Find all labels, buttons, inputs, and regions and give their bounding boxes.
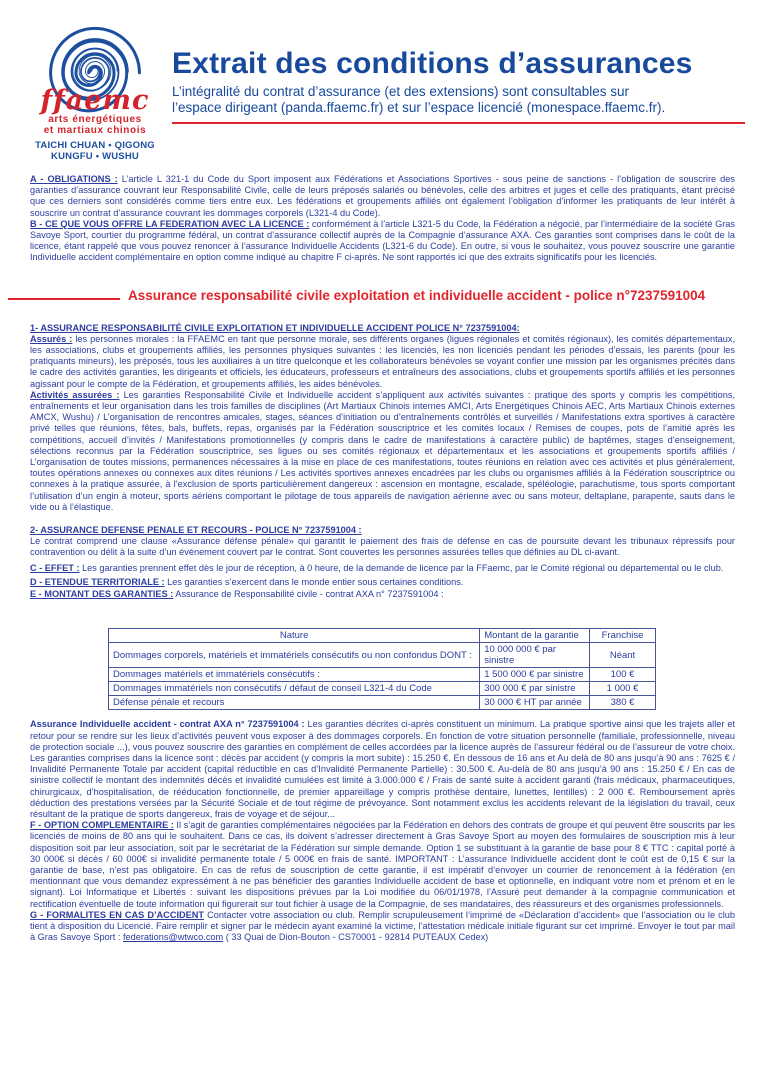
paragraph-obligations-text: L’article L 321-1 du Code du Sport imposent aux Fédérations et Associations Sportives - sous peine de sanctions - l’obligation de souscrire des garanties d’assurance couvrant leur Responsabilité Civile, celle de leurs préposés salariés ou bénévoles, celle des arbitres et juges et celle des pratiquants, étant précisé que ces derniers sont considérés comme tiers entre eux. Les fédérations et groupements affiliés ont également l’obligation d’informer les pratiquants de leur intérêt à souscrire un contrat d’assurance couvrant les dommages corporels (L321-4 du Code). [30,174,735,218]
table-header-nature: Nature [109,629,480,643]
paragraph-etendue [30,577,735,588]
paragraph-effet-lead: C - EFFET : [30,562,80,573]
paragraph-assures-lead: Assurés : [30,333,73,344]
paragraph-activites [30,390,735,513]
paragraph-licence-offre [30,219,735,264]
paragraph-obligations [30,174,735,219]
logo-disciplines-line2: KUNGFU • WUSHU [51,151,139,162]
paragraph-assures [30,334,735,390]
paragraph-effet [30,563,735,574]
document-header [0,0,763,162]
logo-disciplines-line1: TAICHI CHUAN • QIGONG [35,140,155,151]
table-cell-montant: 30 000 € HT par année [480,696,590,710]
table-cell-nature: Dommages corporels, matériels et immatériels consécutifs ou non confondus DONT : [109,643,480,668]
paragraph-licence-offre-text: conformément à l’article L321-5 du Code, la Fédération a négocié, par l’intermédiaire de la société Gras Savoye Sport, courtier du programme fédéral, un contrat d’assurance collectif auprès de la Compagnie d’assurance AXA. Ces garanties sont comprises dans le coût de la licence, étant rappelé que vous pouvez renoncer à l’assurance Individuelle Accidents (L321-6 du Code). En outre, si vous le souhaitez, vous pouvez souscrire une garantie Individuelle accident complémentaire en option comme indiqué au chapitre F ci-après. Ne sont rapportés ici que des extraits significatifs pour les licenciés. [30,218,735,263]
policy-banner-title: Assurance responsabilité civile exploitation et individuelle accident - police n°7237591004 [128,287,706,303]
paragraph-individuelle-lead: Assurance Individuelle accident - contrat AXA n° 7237591004 : [30,719,305,730]
email-link[interactable]: federations@wtwco.com [122,932,224,943]
logo-tagline-line2: et martiaux chinois [43,125,147,136]
table-row [109,643,656,668]
paragraph-montant-lead: E - MONTANT DES GARANTIES : [30,589,174,600]
table-cell-montant: 10 000 000 € par sinistre [480,643,590,668]
brand-name: ffaemc [40,85,150,116]
table-cell-montant: 1 500 000 € par sinistre [480,668,590,682]
paragraph-activites-lead: Activités assurées : [30,389,120,400]
table-row [109,696,656,710]
paragraph-formalites-lead: G - FORMALITES EN CAS D’ACCIDENT [30,909,205,920]
paragraph-activites-text: Les garanties Responsabilité Civile et Individuelle accident s’appliquent aux activités suivantes : pratique des sports y compris les compétitions, entraînements et leur organisation dans les trois familles de disciplines (Art Martiaux Chinois internes AMCI, Arts Energétiques Chinois AEC, Arts Martiaux Chinois externes AMCX, Wushu) / L’organisation de rencontres amicales, stages, séances d’initiation ou d’entraînements contrôlés et surveillés / Manifestations extra sportives à caractère privé telles que réunions, fêtes, bals, buffets, repas, organisés par la Fédération souscriptrice et les comités locaux / Remises de coupes, pots de l’amitié après les compétitions, accueil d’invités / Manifestations promotionnelles (y compris dans le cadre de manifestations à caractère public) de baptêmes, stages d’enseignement, sélections reconnus par la Fédération souscriptrice, ses ligues ou ses comités régionaux et départementaux et les associations et groupements sportifs affiliés / L’organisation de toutes missions, permanences nécessaires à la mise en place de ces manifestations, toutes réunions en relation avec ces activités et plus généralement, toutes opérations annexes ou connexes aux dites réunions / Les activités sportives annexes encadrées par les clubs ou organismes affiliés à la Fédération souscriptrice ou connexes à la pratique assurée, à l’exclusion de sports particulièrement dangereux : ascension en montagne, escalade, spéléologie, parachutisme, tous sports comportant l’utilisation d’un engin à moteur, sports aériens comportant le pilotage de tous appareils de navigation aérienne avec ou sans moteur, deltaplane, parapente, sauts dans le vide ou à l’élastique. [30,389,735,512]
page-title: Extrait des conditions d’assurances [172,47,693,80]
paragraph-option-text: Il s’agit de garanties complémentaires négociées par la Fédération en dehors des contrats de groupe et qui peuvent être souscrits par les licenciés de moins de 80 ans qui le souhaitent. Dans ce cas, ils doivent s’adresser directement à Gras Savoye Sport au moyen des formulaires de souscription mis à leur disposition soit par leur association, soit par le secrétariat de la Fédération sur simple demande. Option 1 se substituant à la garantie de base pour 8 € TTC : capital porté à 30 000€ si décès / 60 000€ si invalidité permanente totale / 5 000€ en frais de santé. IMPORTANT : L’assurance Individuelle accident dont le coût est de 0,15 € sur la garantie de base, n’est pas obligatoire. En cas de refus de souscription de cette garantie, il est impératif d’envoyer un courrier de renoncement à la fédération (en mentionnant que vous demandez expressément à ne pas bénéficier des garanties Individuelle accident de base et optionnelle, en indiquant votre nom et prénom et en le signant). Loi Informatique et Libertés : suivant les dispositions prévues par la Loi modifiée du 06/01/1978, l’Assuré peut demander à la compagnie communication et rectification éventuelle de toute information qui figurerait sur tout fichier à usage de la Compagnie, de ses mandataires, des réassureurs et des organismes professionnels. [30,820,736,909]
subtitle-line2: l’espace dirigeant (panda.ffaemc.fr) et sur l’espace licencié (monespace.ffaemc.fr). [172,100,666,115]
table-cell-nature: Dommages matériels et immatériels consécutifs : [109,668,480,682]
table-header-franchise: Franchise [590,629,656,643]
table-cell-nature: Dommages immatériels non consécutifs / défaut de conseil L321-4 du Code [109,682,480,696]
page-subtitle [172,84,745,116]
paragraph-etendue-lead: D - ETENDUE TERRITORIALE : [30,576,165,587]
paragraph-option-complementaire [30,820,735,910]
policy-banner [30,288,735,303]
paragraph-etendue-text: Les garanties s’exercent dans le monde entier sous certaines conditions. [164,576,464,587]
section-2-heading: 2- ASSURANCE DEFENSE PENALE ET RECOURS - POLICE N° 7237591004 : [30,525,362,536]
paragraph-individuelle-text: Les garanties décrites ci-après constituent un minimum. La pratique sportive ainsi que les trajets aller et retour pour se rendre sur les lieux d’activités peuvent vous exposer à des dommages corporels. En fonction de votre situation personnelle (familiale, professionnelle, niveau de protection sociale ...), vous pouvez souscrire des garanties en complément de celles accordées par la licence auprès de l’assureur fédéral ou de l’assureur de votre choix. Les garanties comprises dans la licence sont : décès par accident (y compris la mort subite) : 15.250 €. En dessous de 16 ans et Au delà de 80 ans jusqu’à 90 ans : 7625 € / Invalidité Permanente Totale par accident (capital réductible en cas d’Invalidité Permanente Partielle) : 30.500 €. Au-delà de 80 ans jusqu’à 90 ans : 15.250 € / En cas de sinistre collectif le montant des indemnités décès et invalidité cumulées est limité à 3.000.000 € / Frais de santé suite à accident garanti (frais médicaux, pharmaceutiques, chirurgicaux, d’hospitalisation, de rééducation fonctionnelle, de premier appareillage y compris prothèse dentaire, lunettes, lentilles) : 2 000 €. Remboursement après déduction des prestations versées par la Sécurité Sociale et de tout régime de prévoyance. Sont notamment exclus les accidents relevant de la législation du travail, ceux résultant de la pratique de sports dangereux, frais de voyage et de séjour... [30,719,735,819]
garanties-table [108,628,656,710]
section-1-heading: 1- ASSURANCE RESPONSABILITÉ CIVILE EXPLOITATION ET INDIVIDUELLE ACCIDENT POLICE N° 7237591004: [30,322,520,333]
paragraph-effet-text: Les garanties prennent effet dès le jour de réception, à 0 heure, de la demande de licence par la FFaemc, par le Comité régional ou départemental ou le club. [79,562,724,573]
ffaemc-logo [26,22,164,162]
paragraph-assures-text: les personnes morales : la FFAEMC en tant que personne morale, ses différents organes (ligues régionales et comités régionaux), les comités départementaux, les associations, clubs et groupements affiliés, les personnes physiques suivantes : les licenciés, les non licenciés pendant les périodes d’essais, les parents (pour les pratiquants mineurs), les préposés, tous les auxiliaires à un titre quelconque et les collaborateurs bénévoles se voyant confier une mission par les organismes précités dans le cadre des activités garanties, les dirigeants et officiels, les éducateurs, professeurs et entraîneurs des associations, clubs et groupements sportifs affiliés et les personnes agissant pour le compte de la Fédération, et groupements affiliés, les aides bénévoles. [30,333,735,389]
paragraph-formalites-text-after: ( 33 Quai de Dion-Bouton - CS70001 - 92814 PUTEAUX Cedex) [223,932,489,943]
paragraph-option-lead: F - OPTION COMPLEMENTAIRE : [30,820,174,831]
paragraph-montant-text: Assurance de Responsabilité civile - contrat AXA n° 7237591004 : [173,589,444,600]
title-block [172,22,745,162]
table-header-montant: Montant de la garantie [480,629,590,643]
table-cell-montant: 300 000 € par sinistre [480,682,590,696]
table-cell-nature: Défense pénale et recours [109,696,480,710]
table-cell-franchise: 380 € [590,696,656,710]
paragraph-formalites [30,910,735,944]
paragraph-licence-offre-lead: B - CE QUE VOUS OFFRE LA FEDERATION AVEC LA LICENCE : [30,218,310,229]
subtitle-line1: L’intégralité du contrat d’assurance (et des extensions) sont consultables sur [172,84,630,99]
table-cell-franchise: 100 € [590,668,656,682]
table-row [109,682,656,696]
document-body [30,174,735,943]
paragraph-obligations-lead: A - OBLIGATIONS : [30,174,118,184]
table-row [109,668,656,682]
banner-left-rule [8,298,120,300]
paragraph-defense-penale: Le contrat comprend une clause «Assurance défense pénale» qui garantit le paiement des frais de défense en cas de poursuite devant les tribunaux répressifs pour contravention ou délit à la suite d’un événement couvert par le contrat. Sont couvertes les personnes assurées telles que définies au DL ci-avant. [30,536,735,558]
paragraph-individuelle-accident [30,719,735,820]
paragraph-montant [30,589,735,600]
header-divider [172,122,745,124]
table-cell-franchise: 1 000 € [590,682,656,696]
table-header-row [109,629,656,643]
logo-tagline-line1: arts énergétiques [48,114,142,125]
paragraph-formalites-text-before: Contacter votre association ou club. Remplir scrupuleusement l’imprimé de «Déclaration d’accident» que l’association ou le club tient à disposition du Licencié. Faire remplir et signer par le médecin ayant examiné la victime, l’attestation médicale initiale figurant sur cet imprimé. Envoyer le tout par mail à Gras Savoye Sport : [30,909,735,943]
table-cell-franchise: Néant [590,643,656,668]
